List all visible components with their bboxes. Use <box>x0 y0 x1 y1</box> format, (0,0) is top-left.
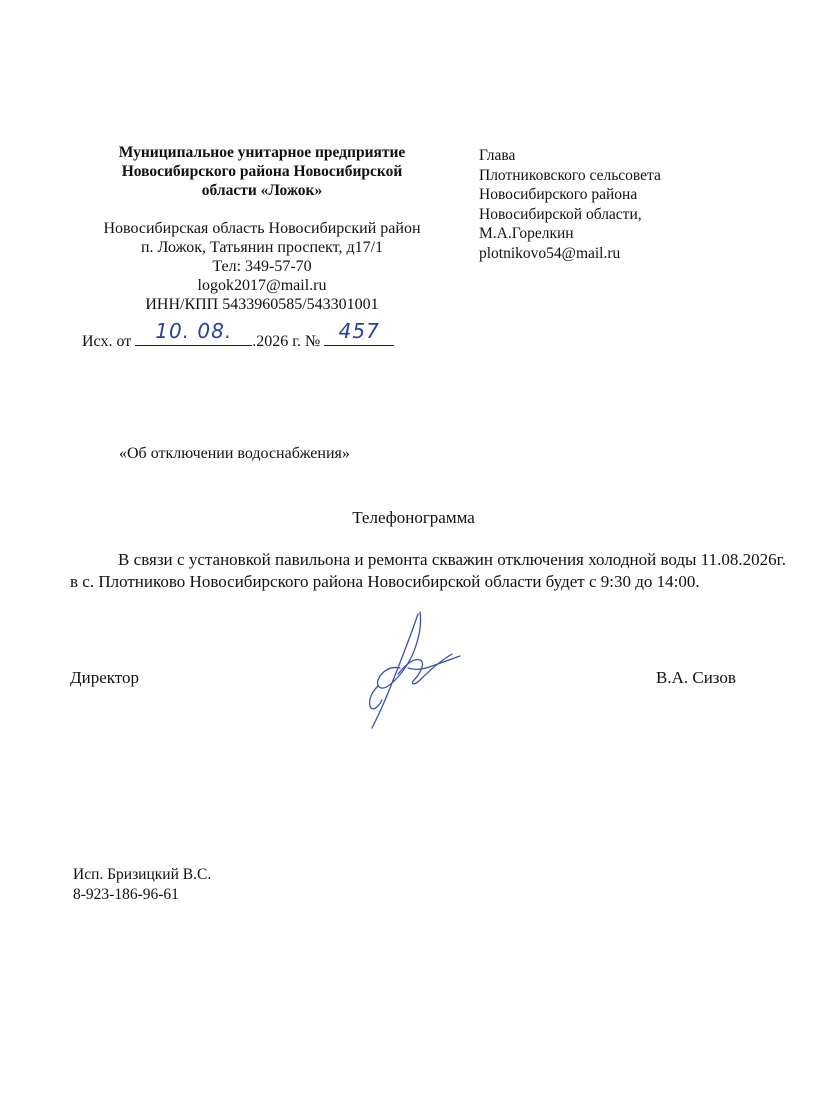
sender-email: logok2017@mail.ru <box>197 277 327 294</box>
recipient-email: plotnikovo54@mail.ru <box>479 244 621 262</box>
outgoing-reference <box>82 319 422 353</box>
handwritten-signature <box>348 608 468 738</box>
sender-address-line: п. Ложок, Татьянин проспект, д17/1 <box>140 239 384 256</box>
recipient-block <box>479 146 779 263</box>
sender-organization <box>66 143 458 200</box>
outgoing-number-field <box>324 319 394 346</box>
outgoing-prefix: Исх. от <box>82 333 132 350</box>
outgoing-date-field <box>135 319 252 346</box>
document-title: Телефонограмма <box>352 508 475 527</box>
signatory-name: В.А. Сизов <box>656 668 736 687</box>
letter-subject: «Об отключении водоснабжения» <box>119 445 350 462</box>
executor-block <box>73 865 211 904</box>
sender-org-line: области «Ложок» <box>201 182 323 199</box>
handwritten-number: 457 <box>338 319 380 343</box>
recipient-line: Плотниковского сельсовета <box>479 166 661 184</box>
sender-org-line: Муниципальное унитарное предприятие <box>118 144 406 161</box>
sender-inn-kpp: ИНН/КПП 5433960585/543301001 <box>145 296 379 313</box>
signatory-position: Директор <box>70 668 139 687</box>
sender-block <box>66 143 458 314</box>
body-paragraph: В связи с установкой павильона и ремонта скважин отключения холодной воды 11.08.2026г. в с. Плотниково Новосибирского района Новосибирской области будет с 9:30 до 14:00. <box>70 550 786 591</box>
sender-address-line: Новосибирская область Новосибирский район <box>103 220 421 237</box>
sender-org-line: Новосибирского района Новосибирской <box>121 163 403 180</box>
recipient-name: М.А.Горелкин <box>479 225 574 242</box>
sender-phone: Тел: 349-57-70 <box>212 258 312 275</box>
executor-phone: 8-923-186-96-61 <box>73 885 179 903</box>
sender-address <box>66 219 458 314</box>
outgoing-year: .2026 г. № <box>252 333 321 350</box>
recipient-line: Новосибирской области, <box>479 205 642 223</box>
recipient-line: Новосибирского района <box>479 186 638 203</box>
recipient-line: Глава <box>479 147 516 164</box>
handwritten-date: 10. 08. <box>155 319 233 343</box>
executor-name: Исп. Бризицкий В.С. <box>73 866 212 883</box>
